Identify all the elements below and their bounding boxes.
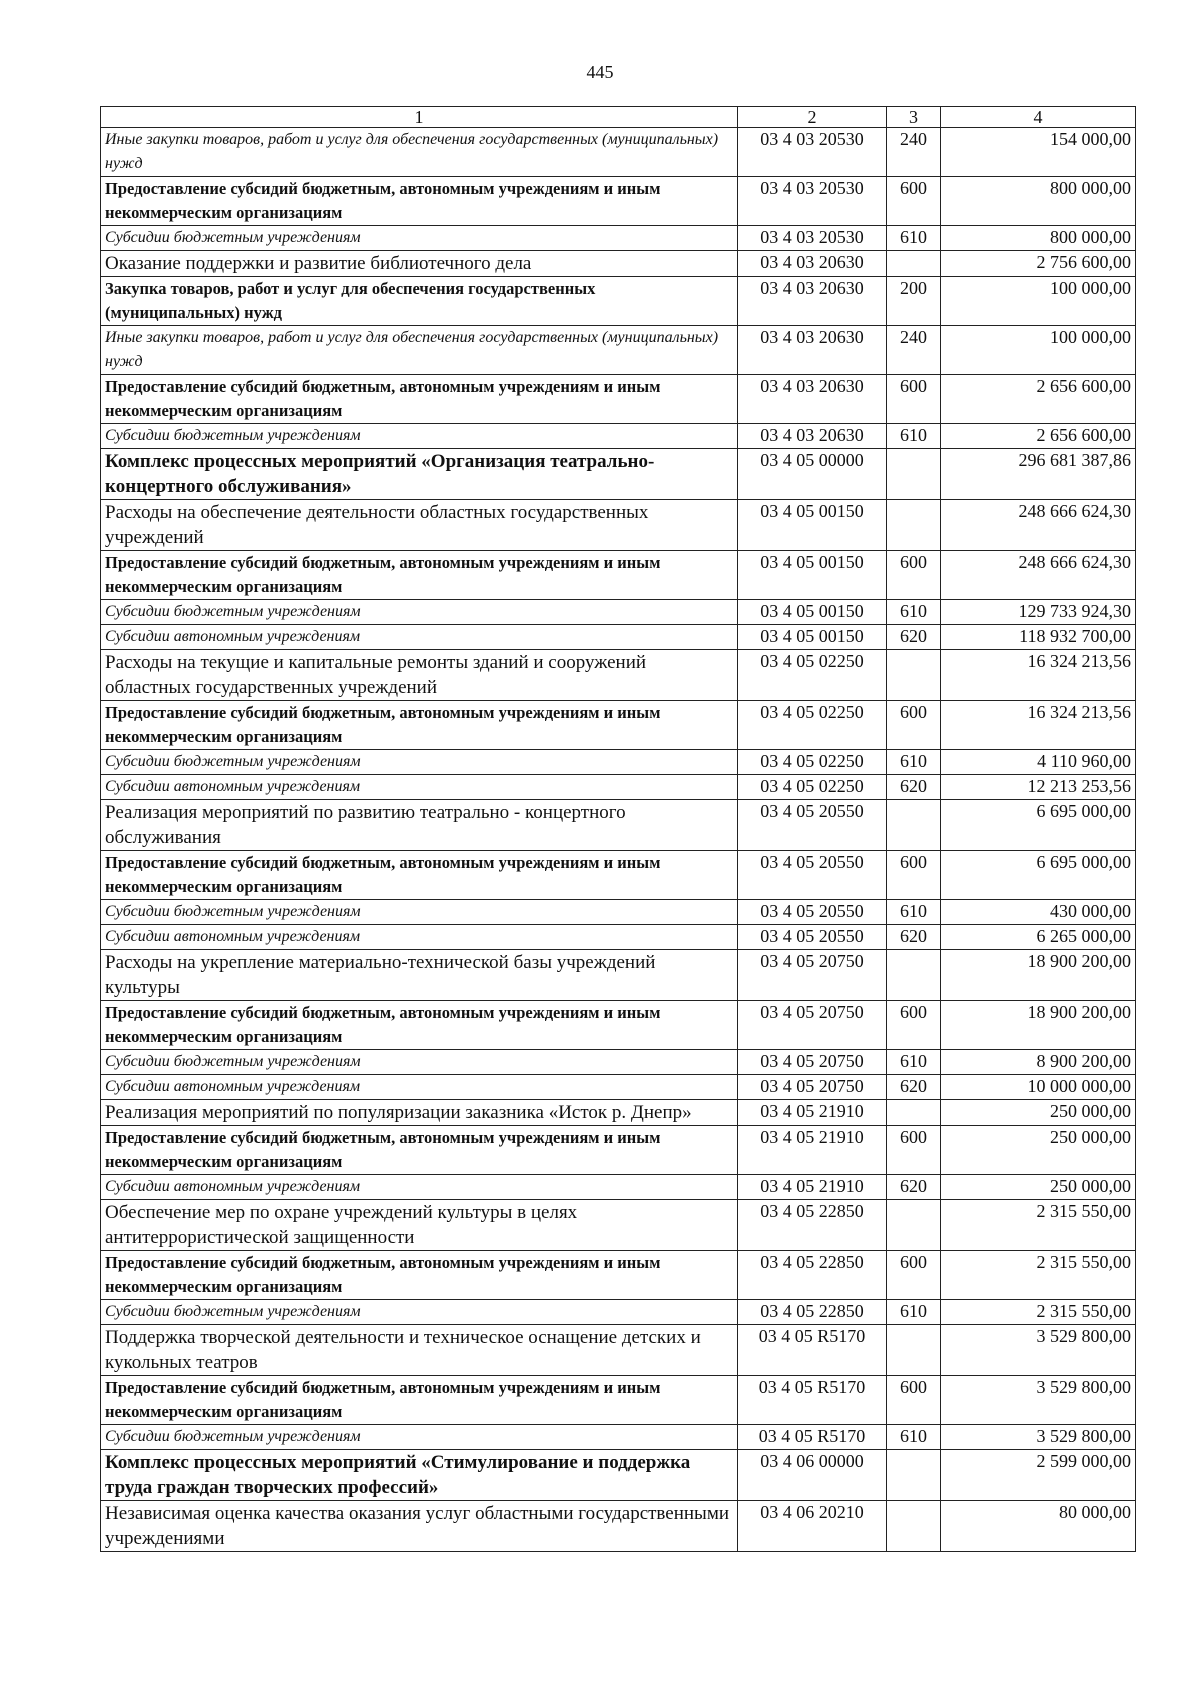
- table-row: [101, 1001, 1136, 1050]
- row-sum-cell: 296 681 387,86: [941, 449, 1136, 500]
- table-row: [101, 1501, 1136, 1552]
- row-name-cell: Предоставление субсидий бюджетным, автономным учреждениям и иным некоммерческим организациям: [101, 177, 738, 226]
- row-sum-cell: 100 000,00: [941, 326, 1136, 375]
- row-code-cell: 03 4 06 00000: [738, 1450, 887, 1501]
- row-vr-cell: 610: [887, 900, 941, 925]
- row-name-cell: Субсидии бюджетным учреждениям: [101, 1050, 738, 1075]
- row-name-cell: Поддержка творческой деятельности и техническое оснащение детских и кукольных театров: [101, 1325, 738, 1376]
- row-vr-cell: [887, 1100, 941, 1126]
- table-row: [101, 625, 1136, 650]
- row-sum-cell: 12 213 253,56: [941, 775, 1136, 800]
- row-name-cell: Субсидии бюджетным учреждениям: [101, 226, 738, 251]
- row-name-cell: Предоставление субсидий бюджетным, автономным учреждениям и иным некоммерческим организациям: [101, 1001, 738, 1050]
- table-header-row: [101, 107, 1136, 128]
- row-code-cell: 03 4 05 00150: [738, 600, 887, 625]
- row-name-cell: Предоставление субсидий бюджетным, автономным учреждениям и иным некоммерческим организациям: [101, 1251, 738, 1300]
- row-sum-cell: 4 110 960,00: [941, 750, 1136, 775]
- row-vr-cell: 610: [887, 750, 941, 775]
- row-vr-cell: [887, 1450, 941, 1501]
- row-code-cell: 03 4 05 02250: [738, 650, 887, 701]
- row-vr-cell: 620: [887, 925, 941, 950]
- table-row: [101, 701, 1136, 750]
- row-name-cell: Субсидии бюджетным учреждениям: [101, 424, 738, 449]
- row-sum-cell: 2 315 550,00: [941, 1300, 1136, 1325]
- row-vr-cell: 620: [887, 1175, 941, 1200]
- row-code-cell: 03 4 05 22850: [738, 1200, 887, 1251]
- row-vr-cell: 610: [887, 600, 941, 625]
- table-row: [101, 950, 1136, 1001]
- row-name-cell: Комплекс процессных мероприятий «Организация театрально-концертного обслуживания»: [101, 449, 738, 500]
- row-sum-cell: 3 529 800,00: [941, 1376, 1136, 1425]
- row-vr-cell: 600: [887, 1126, 941, 1175]
- row-code-cell: 03 4 05 00150: [738, 500, 887, 551]
- row-sum-cell: 6 265 000,00: [941, 925, 1136, 950]
- row-code-cell: 03 4 06 20210: [738, 1501, 887, 1552]
- row-code-cell: 03 4 05 21910: [738, 1100, 887, 1126]
- table-row: [101, 775, 1136, 800]
- row-name-cell: Предоставление субсидий бюджетным, автономным учреждениям и иным некоммерческим организациям: [101, 375, 738, 424]
- row-vr-cell: [887, 1501, 941, 1552]
- row-vr-cell: 240: [887, 326, 941, 375]
- row-vr-cell: 600: [887, 701, 941, 750]
- row-code-cell: 03 4 05 R5170: [738, 1376, 887, 1425]
- row-vr-cell: [887, 500, 941, 551]
- row-code-cell: 03 4 05 20550: [738, 900, 887, 925]
- row-code-cell: 03 4 03 20630: [738, 251, 887, 277]
- row-code-cell: 03 4 05 00150: [738, 551, 887, 600]
- row-sum-cell: 3 529 800,00: [941, 1425, 1136, 1450]
- row-name-cell: Расходы на обеспечение деятельности областных государственных учреждений: [101, 500, 738, 551]
- row-sum-cell: 248 666 624,30: [941, 551, 1136, 600]
- row-name-cell: Предоставление субсидий бюджетным, автономным учреждениям и иным некоммерческим организациям: [101, 851, 738, 900]
- row-name-cell: Субсидии бюджетным учреждениям: [101, 600, 738, 625]
- row-code-cell: 03 4 05 R5170: [738, 1325, 887, 1376]
- table-row: [101, 375, 1136, 424]
- row-code-cell: 03 4 05 20750: [738, 1001, 887, 1050]
- row-name-cell: Комплекс процессных мероприятий «Стимулирование и поддержка труда граждан творческих профессий»: [101, 1450, 738, 1501]
- table-row: [101, 1175, 1136, 1200]
- row-vr-cell: 240: [887, 128, 941, 177]
- row-sum-cell: 6 695 000,00: [941, 800, 1136, 851]
- row-sum-cell: 2 599 000,00: [941, 1450, 1136, 1501]
- row-name-cell: Иные закупки товаров, работ и услуг для обеспечения государственных (муниципальных) нужд: [101, 128, 738, 177]
- table-row: [101, 1450, 1136, 1501]
- row-sum-cell: 2 756 600,00: [941, 251, 1136, 277]
- row-vr-cell: 610: [887, 1050, 941, 1075]
- row-sum-cell: 16 324 213,56: [941, 650, 1136, 701]
- row-code-cell: 03 4 05 02250: [738, 775, 887, 800]
- row-vr-cell: 610: [887, 226, 941, 251]
- table-row: [101, 600, 1136, 625]
- row-sum-cell: 100 000,00: [941, 277, 1136, 326]
- row-code-cell: 03 4 05 00150: [738, 625, 887, 650]
- row-code-cell: 03 4 05 20550: [738, 925, 887, 950]
- row-sum-cell: 430 000,00: [941, 900, 1136, 925]
- row-name-cell: Реализация мероприятий по популяризации заказника «Исток р. Днепр»: [101, 1100, 738, 1126]
- row-vr-cell: 600: [887, 1001, 941, 1050]
- row-code-cell: 03 4 03 20630: [738, 375, 887, 424]
- table-row: [101, 277, 1136, 326]
- budget-table: [100, 106, 1136, 1552]
- row-code-cell: 03 4 05 20750: [738, 1075, 887, 1100]
- row-vr-cell: 610: [887, 1300, 941, 1325]
- row-sum-cell: 18 900 200,00: [941, 1001, 1136, 1050]
- row-vr-cell: [887, 449, 941, 500]
- row-vr-cell: 600: [887, 375, 941, 424]
- row-name-cell: Субсидии бюджетным учреждениям: [101, 900, 738, 925]
- row-code-cell: 03 4 05 22850: [738, 1300, 887, 1325]
- row-name-cell: Независимая оценка качества оказания услуг областными государственными учреждениями: [101, 1501, 738, 1552]
- row-code-cell: 03 4 05 20750: [738, 1050, 887, 1075]
- row-code-cell: 03 4 05 20750: [738, 950, 887, 1001]
- row-sum-cell: 6 695 000,00: [941, 851, 1136, 900]
- table-row: [101, 1300, 1136, 1325]
- row-code-cell: 03 4 03 20630: [738, 277, 887, 326]
- row-sum-cell: 8 900 200,00: [941, 1050, 1136, 1075]
- row-code-cell: 03 4 05 02250: [738, 750, 887, 775]
- table-row: [101, 1376, 1136, 1425]
- row-vr-cell: [887, 1200, 941, 1251]
- table-row: [101, 449, 1136, 500]
- row-sum-cell: 800 000,00: [941, 177, 1136, 226]
- row-vr-cell: 610: [887, 1425, 941, 1450]
- row-code-cell: 03 4 05 00000: [738, 449, 887, 500]
- row-vr-cell: 600: [887, 851, 941, 900]
- table-row: [101, 650, 1136, 701]
- row-name-cell: Оказание поддержки и развитие библиотечного дела: [101, 251, 738, 277]
- table-row: [101, 1050, 1136, 1075]
- table-row: [101, 750, 1136, 775]
- row-name-cell: Субсидии автономным учреждениям: [101, 625, 738, 650]
- row-sum-cell: 250 000,00: [941, 1100, 1136, 1126]
- row-code-cell: 03 4 03 20530: [738, 177, 887, 226]
- row-name-cell: Субсидии бюджетным учреждениям: [101, 1425, 738, 1450]
- row-name-cell: Субсидии автономным учреждениям: [101, 1075, 738, 1100]
- row-vr-cell: [887, 251, 941, 277]
- table-row: [101, 424, 1136, 449]
- row-vr-cell: 610: [887, 424, 941, 449]
- row-vr-cell: 620: [887, 1075, 941, 1100]
- row-code-cell: 03 4 03 20630: [738, 326, 887, 375]
- row-code-cell: 03 4 03 20530: [738, 128, 887, 177]
- table-row: [101, 1325, 1136, 1376]
- row-name-cell: Предоставление субсидий бюджетным, автономным учреждениям и иным некоммерческим организациям: [101, 1126, 738, 1175]
- table-row: [101, 226, 1136, 251]
- row-vr-cell: 600: [887, 551, 941, 600]
- row-sum-cell: 2 656 600,00: [941, 424, 1136, 449]
- row-name-cell: Субсидии автономным учреждениям: [101, 1175, 738, 1200]
- row-name-cell: Предоставление субсидий бюджетным, автономным учреждениям и иным некоммерческим организациям: [101, 1376, 738, 1425]
- table-row: [101, 800, 1136, 851]
- table-row: [101, 500, 1136, 551]
- row-name-cell: Расходы на текущие и капитальные ремонты зданий и сооружений областных государственных учреждений: [101, 650, 738, 701]
- table-row: [101, 1251, 1136, 1300]
- page-number: 445: [586, 62, 614, 82]
- header-col-1: 1: [101, 107, 738, 128]
- row-name-cell: Закупка товаров, работ и услуг для обеспечения государственных (муниципальных) нужд: [101, 277, 738, 326]
- row-vr-cell: [887, 950, 941, 1001]
- row-sum-cell: 154 000,00: [941, 128, 1136, 177]
- row-vr-cell: 600: [887, 1251, 941, 1300]
- row-vr-cell: 620: [887, 775, 941, 800]
- row-name-cell: Реализация мероприятий по развитию театрально - концертного обслуживания: [101, 800, 738, 851]
- table-row: [101, 851, 1136, 900]
- table-row: [101, 1425, 1136, 1450]
- row-vr-cell: [887, 1325, 941, 1376]
- row-name-cell: Субсидии автономным учреждениям: [101, 925, 738, 950]
- header-col-2: 2: [738, 107, 887, 128]
- table-row: [101, 128, 1136, 177]
- row-vr-cell: 600: [887, 1376, 941, 1425]
- table-row: [101, 551, 1136, 600]
- row-name-cell: Расходы на укрепление материально-технической базы учреждений культуры: [101, 950, 738, 1001]
- row-code-cell: 03 4 03 20530: [738, 226, 887, 251]
- row-name-cell: Субсидии бюджетным учреждениям: [101, 1300, 738, 1325]
- table-row: [101, 925, 1136, 950]
- row-vr-cell: 620: [887, 625, 941, 650]
- row-sum-cell: 250 000,00: [941, 1175, 1136, 1200]
- row-sum-cell: 2 656 600,00: [941, 375, 1136, 424]
- row-sum-cell: 800 000,00: [941, 226, 1136, 251]
- row-sum-cell: 3 529 800,00: [941, 1325, 1136, 1376]
- row-name-cell: Предоставление субсидий бюджетным, автономным учреждениям и иным некоммерческим организациям: [101, 701, 738, 750]
- header-col-3: 3: [887, 107, 941, 128]
- table-body: [101, 107, 1136, 1552]
- row-sum-cell: 2 315 550,00: [941, 1251, 1136, 1300]
- row-code-cell: 03 4 05 21910: [738, 1175, 887, 1200]
- row-sum-cell: 10 000 000,00: [941, 1075, 1136, 1100]
- row-code-cell: 03 4 05 20550: [738, 800, 887, 851]
- row-name-cell: Субсидии автономным учреждениям: [101, 775, 738, 800]
- row-sum-cell: 16 324 213,56: [941, 701, 1136, 750]
- row-sum-cell: 129 733 924,30: [941, 600, 1136, 625]
- row-sum-cell: 248 666 624,30: [941, 500, 1136, 551]
- table-row: [101, 326, 1136, 375]
- row-vr-cell: 600: [887, 177, 941, 226]
- table-row: [101, 1100, 1136, 1126]
- row-vr-cell: 200: [887, 277, 941, 326]
- row-code-cell: 03 4 05 20550: [738, 851, 887, 900]
- row-code-cell: 03 4 05 21910: [738, 1126, 887, 1175]
- table-row: [101, 251, 1136, 277]
- row-code-cell: 03 4 05 02250: [738, 701, 887, 750]
- row-code-cell: 03 4 05 22850: [738, 1251, 887, 1300]
- row-code-cell: 03 4 03 20630: [738, 424, 887, 449]
- table-row: [101, 1200, 1136, 1251]
- row-code-cell: 03 4 05 R5170: [738, 1425, 887, 1450]
- table-row: [101, 1126, 1136, 1175]
- header-col-4: 4: [941, 107, 1136, 128]
- row-sum-cell: 80 000,00: [941, 1501, 1136, 1552]
- row-sum-cell: 18 900 200,00: [941, 950, 1136, 1001]
- row-name-cell: Субсидии бюджетным учреждениям: [101, 750, 738, 775]
- row-vr-cell: [887, 800, 941, 851]
- table-row: [101, 900, 1136, 925]
- row-vr-cell: [887, 650, 941, 701]
- row-sum-cell: 118 932 700,00: [941, 625, 1136, 650]
- row-name-cell: Обеспечение мер по охране учреждений культуры в целях антитеррористической защищенности: [101, 1200, 738, 1251]
- table-row: [101, 177, 1136, 226]
- row-name-cell: Предоставление субсидий бюджетным, автономным учреждениям и иным некоммерческим организациям: [101, 551, 738, 600]
- row-name-cell: Иные закупки товаров, работ и услуг для обеспечения государственных (муниципальных) нужд: [101, 326, 738, 375]
- row-sum-cell: 2 315 550,00: [941, 1200, 1136, 1251]
- table-row: [101, 1075, 1136, 1100]
- row-sum-cell: 250 000,00: [941, 1126, 1136, 1175]
